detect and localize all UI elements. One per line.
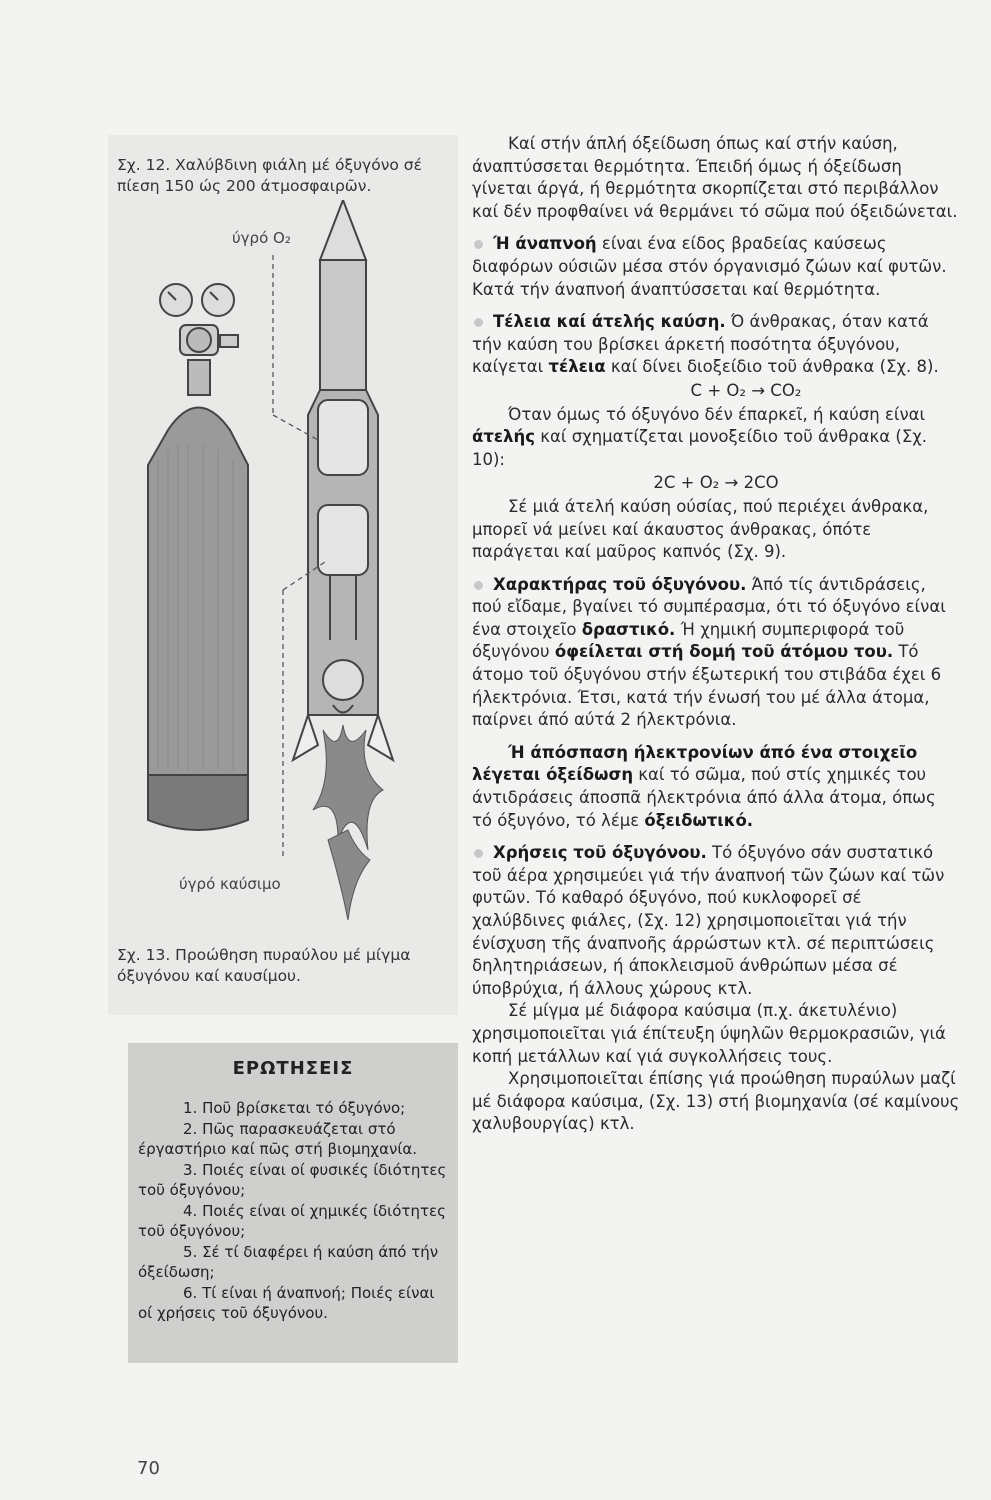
liquid-fuel-label: ύγρό καύσιμο [179,875,281,893]
liquid-oxygen-label: ύγρό O₂ [232,229,291,247]
rocket-illustration [293,200,393,760]
equation-carbon-dioxide: C + O₂ → CO₂ [690,380,802,400]
paragraph-slow-oxidation: Καί στήν άπλή όξείδωση όπως καί στήν καύση, άναπτύσσεται θερμότητα. Έπειδή όμως ή όξείδωση γίνεται άργά, ή θερμότητα σκορπίζεται στό περιβάλλον καί δέν προφθαίνει νά θερμάνει τό σῶμα πού όξειδώνεται. [472,134,958,221]
bullet-icon [474,581,483,590]
figure-13-caption: Σχ. 13. Προώθηση πυραύλου μέ μίγμα όξυγόνου καί καυσίμου. [117,946,411,985]
paragraph-incomplete-combustion: Όταν όμως τό όξυγόνο δέν έπαρκεῖ, ή καύση είναι άτελής καί σχηματίζεται μονοξείδιο τοῦ άνθρακα (Σχ. 10): [472,404,928,469]
oxygen-cylinder-illustration [148,284,248,830]
oxidation-definition: Ή άπόσπαση ήλεκτρονίων άπό ένα στοιχεῖο λέγεται όξείδωση [472,742,918,785]
paragraph-oxidation-definition: Ή άπόσπαση ήλεκτρονίων άπό ένα στοιχεῖο λέγεται όξείδωση καί τό σῶμα, πού στίς χημικές του άντιδράσεις άποσπᾶ ήλεκτρόνια άπό άλλα άτομα, όπως τό όξυγόνο, τό λέμε όξειδωτικό. [472,742,936,830]
paragraph-oxygen-character: Χαρακτήρας τοῦ όξυγόνου. Άπό τίς άντιδράσεις, πού εἴδαμε, βγαίνει τό συμπέρασμα, ότι τό όξυγόνο είναι ένα στοιχεῖο δραστικό. Ή χημική συμπεριφορά τοῦ όξυγόνου όφείλεται στή δομή τοῦ άτόμου του. Τό άτομο τοῦ όξυγόνου στήν έξωτερική του στιβάδα έχει 6 ήλεκτρόνια. Έτσι, κατά τήν ένωσή του μέ άλλα άτομα, παίρνει άπό αύτά 2 ήλεκτρόνια. [472,574,946,730]
paragraph-fuel-mixtures: Σέ μίγμα μέ διάφορα καύσιμα (π.χ. άκετυλένιο) χρησιμοποιεῖται γιά έπίτευξη ύψηλῶν θερμοκρασιῶν, γιά κοπή μετάλλων καί γιά συγκολλήσεις τους. [472,1001,946,1066]
respiration-term: Ή άναπνοή [493,234,597,254]
main-text-column [472,133,960,1136]
questions-box [128,1043,458,1363]
question-item: 4. Ποιές είναι οί χημικές ίδιότητες τοῦ όξυγόνου; [138,1201,446,1240]
question-item: 1. Ποῦ βρίσκεται τό όξυγόνο; [183,1099,406,1117]
question-item: 6. Τί είναι ή άναπνοή; Ποιές είναι οί χρήσεις τοῦ όξυγόνου. [138,1283,435,1322]
bullet-icon [474,318,483,327]
questions-title: ΕΡΩΤΗΣΕΙΣ [232,1058,354,1079]
question-item: 3. Ποιές είναι οί φυσικές ίδιότητες τοῦ όξυγόνου; [138,1160,447,1199]
exhaust-flames [313,725,383,920]
question-item: 5. Σέ τί διαφέρει ή καύση άπό τήν όξείδωση; [138,1242,439,1281]
bullet-icon [474,240,483,249]
equation-carbon-monoxide: 2C + O₂ → 2CO [653,473,779,493]
figure-12-caption: Σχ. 12. Χαλύβδινη φιάλη μέ όξυγόνο σέ πίεση 150 ώς 200 άτμοσφαιρῶν. [117,156,422,195]
oxygen-cylinder-and-rocket-figure [108,200,458,940]
paragraph-unburnt-carbon: Σέ μιά άτελή καύση ούσίας, πού περιέχει άνθρακα, μπορεῖ νά μείνει καί άκαυστος άνθρακας, όπότε παράγεται καί μαῦρος καπνός (Σχ. 9). [472,496,929,562]
oxygen-uses-heading: Χρήσεις τοῦ όξυγόνου. [493,843,707,863]
oxygen-character-heading: Χαρακτήρας τοῦ όξυγόνου. [493,574,747,594]
question-item: 2. Πῶς παρασκευάζεται στό έργαστήριο καί πῶς στή βιομηχανία. [138,1119,418,1158]
bullet-icon [474,849,483,858]
combustion-heading: Τέλεια καί άτελής καύση. [493,312,726,332]
paragraph-rocket-propulsion: Χρησιμοποιεῖται έπίσης γιά προώθηση πυραύλων μαζί μέ διάφορα καύσιμα, (Σχ. 13) στή βιομηχανία (σέ καμίνους χαλυβουργίας) κτλ. [472,1069,960,1134]
paragraph-complete-incomplete-combustion: Τέλεια καί άτελής καύση. Ό άνθρακας, όταν κατά τήν καύση του βρίσκει άρκετή ποσότητα όξυγόνου, καίγεται τέλεια καί δίνει διοξείδιο τοῦ άνθρακα (Σχ. 8). [472,312,939,377]
paragraph-respiration: Ή άναπνοή είναι ένα είδος βραδείας καύσεως διαφόρων ούσιῶν μέσα στόν όργανισμό ζώων καί φυτῶν. Κατά τήν άναπνοή άναπτύσσεται καί θερμότητα. [472,234,947,299]
questions-list [138,1098,453,1324]
page-number: 70 [137,1458,160,1479]
paragraph-oxygen-uses: Χρήσεις τοῦ όξυγόνου. Τό όξυγόνο σάν συστατικό τοῦ άέρα χρησιμεύει γιά τήν άναπνοή τῶν ζώων καί τῶν φυτῶν. Τό καθαρό όξυγόνο, πού κυκλοφορεῖ σέ χαλύβδινες φιάλες, (Σχ. 12) χρησιμοποιεῖται γιά τήν ένίσχυση τῆς άναπνοῆς άρρώστων κτλ. σέ περιπτώσεις δηλητηριάσεων, ή άποκλεισμοῦ άνθρώπων μέσα σέ ύποβρύχια, ή άλλους χώρους κτλ. [472,843,945,998]
